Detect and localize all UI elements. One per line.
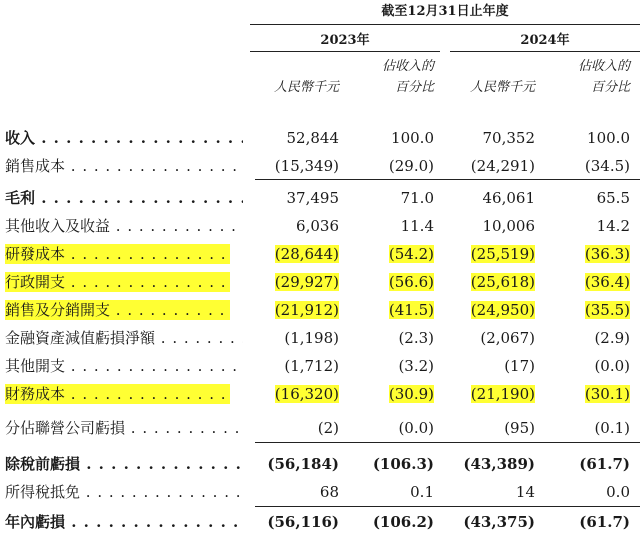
cell-2023-pct: 71.0 (400, 189, 434, 207)
cell-2023-amount: 52,844 (286, 129, 339, 147)
cell-2024-amount: (43,375) (463, 513, 535, 531)
cell-2024-pct: (2.9) (594, 329, 630, 347)
cell-2024-amount: (25,618) (470, 273, 535, 291)
row-label: 銷售成本 . . . (5, 156, 243, 176)
cell-2024-pct: (30.1) (584, 385, 630, 403)
cell-2024-amount: 70,352 (482, 129, 535, 147)
cell-2024-amount: 14 (515, 483, 535, 501)
cell-2023-amount: (1,198) (284, 329, 339, 347)
cell-2023-pct: (30.9) (388, 385, 434, 403)
table-row (0, 212, 640, 240)
col-pct-2023-line2: 百分比 (394, 80, 434, 95)
table-row (0, 152, 640, 180)
row-label: 毛利 . . . (5, 188, 243, 208)
cell-2023-pct: (41.5) (388, 301, 434, 319)
cell-2024-pct: (61.7) (579, 513, 630, 531)
cell-2023-amount: (56,116) (267, 513, 339, 531)
cell-2023-pct: 0.1 (410, 483, 434, 501)
cell-2023-amount: 68 (319, 483, 339, 501)
cell-2023-pct: (56.6) (388, 273, 434, 291)
cell-2024-pct: (34.5) (584, 157, 630, 175)
table-row (0, 324, 640, 352)
year-2024-heading: 2024年 (520, 33, 570, 48)
cell-2023-pct: 11.4 (400, 217, 434, 235)
cell-2023-pct: (106.3) (372, 455, 434, 473)
col-pct-2024-line2: 百分比 (590, 80, 630, 95)
table-row (0, 380, 640, 408)
subtotal-rule (255, 442, 640, 443)
row-label: 分佔聯營公司虧損 . . . (5, 418, 243, 438)
subtotal-rule (255, 506, 640, 507)
cell-2023-amount: (16,320) (274, 385, 339, 403)
cell-2024-amount: 10,006 (482, 217, 535, 235)
table-row (0, 478, 640, 506)
cell-2023-pct: (0.0) (398, 419, 434, 437)
row-label: 年內虧損 . . . (5, 512, 243, 532)
row-label: 研發成本 . . . (5, 244, 230, 264)
cell-2024-pct: (0.1) (594, 419, 630, 437)
cell-2024-pct: (35.5) (584, 301, 630, 319)
table-row (0, 268, 640, 296)
cell-2023-pct: (2.3) (398, 329, 434, 347)
cell-2023-pct: (106.2) (372, 513, 434, 531)
cell-2023-amount: (1,712) (284, 357, 339, 375)
table-row (0, 184, 640, 212)
cell-2024-amount: (24,950) (470, 301, 535, 319)
row-label: 財務成本 . . . (5, 384, 230, 404)
col-unit-2024: 人民幣千元 (469, 80, 535, 95)
cell-2024-amount: (43,389) (463, 455, 535, 473)
table-row (0, 296, 640, 324)
table-row (0, 124, 640, 152)
cell-2023-amount: 6,036 (296, 217, 339, 235)
cell-2023-pct: (29.0) (388, 157, 434, 175)
row-label: 收入 . . . (5, 128, 243, 148)
row-label: 除稅前虧損 . . . (5, 454, 243, 474)
period-heading: 截至12月31日止年度 (381, 4, 509, 19)
row-label: 行政開支 . . . (5, 272, 230, 292)
cell-2023-amount: (15,349) (274, 157, 339, 175)
cell-2023-amount: (29,927) (274, 273, 339, 291)
cell-2024-pct: (0.0) (594, 357, 630, 375)
cell-2023-pct: 100.0 (391, 129, 434, 147)
cell-2024-pct: (61.7) (579, 455, 630, 473)
row-label: 金融資產減值虧損淨額 . . . (5, 328, 243, 348)
cell-2023-amount: (56,184) (267, 455, 339, 473)
cell-2024-amount: (95) (504, 419, 535, 437)
table-row (0, 414, 640, 442)
cell-2024-amount: 46,061 (482, 189, 535, 207)
cell-2024-pct: 14.2 (596, 217, 630, 235)
cell-2024-amount: (25,519) (470, 245, 535, 263)
table-row (0, 508, 640, 536)
cell-2024-pct: (36.4) (584, 273, 630, 291)
row-label: 銷售及分銷開支 . . . (5, 300, 230, 320)
cell-2024-pct: 0.0 (606, 483, 630, 501)
cell-2023-amount: (28,644) (274, 245, 339, 263)
cell-2023-pct: (3.2) (398, 357, 434, 375)
row-label: 其他開支 . . . (5, 356, 243, 376)
year-2023-rule (250, 51, 440, 52)
period-rule (250, 24, 640, 25)
cell-2023-amount: (2) (317, 419, 339, 437)
cell-2024-amount: (2,067) (480, 329, 535, 347)
cell-2023-amount: (21,912) (274, 301, 339, 319)
cell-2024-amount: (17) (504, 357, 535, 375)
table-row (0, 450, 640, 478)
cell-2023-amount: 37,495 (286, 189, 339, 207)
col-pct-2023-line1: 佔收入的 (381, 59, 434, 74)
row-label: 其他收入及收益 . . . (5, 216, 243, 236)
year-2023-heading: 2023年 (320, 33, 370, 48)
cell-2023-pct: (54.2) (388, 245, 434, 263)
year-2024-rule (450, 51, 640, 52)
row-label: 所得稅抵免 . . . (5, 482, 243, 502)
table-row (0, 352, 640, 380)
table-row (0, 240, 640, 268)
cell-2024-pct: 65.5 (596, 189, 630, 207)
cell-2024-pct: 100.0 (587, 129, 630, 147)
cell-2024-amount: (21,190) (470, 385, 535, 403)
col-unit-2023: 人民幣千元 (273, 80, 339, 95)
col-pct-2024-line1: 佔收入的 (577, 59, 630, 74)
cell-2024-pct: (36.3) (584, 245, 630, 263)
subtotal-rule (255, 179, 640, 180)
cell-2024-amount: (24,291) (470, 157, 535, 175)
